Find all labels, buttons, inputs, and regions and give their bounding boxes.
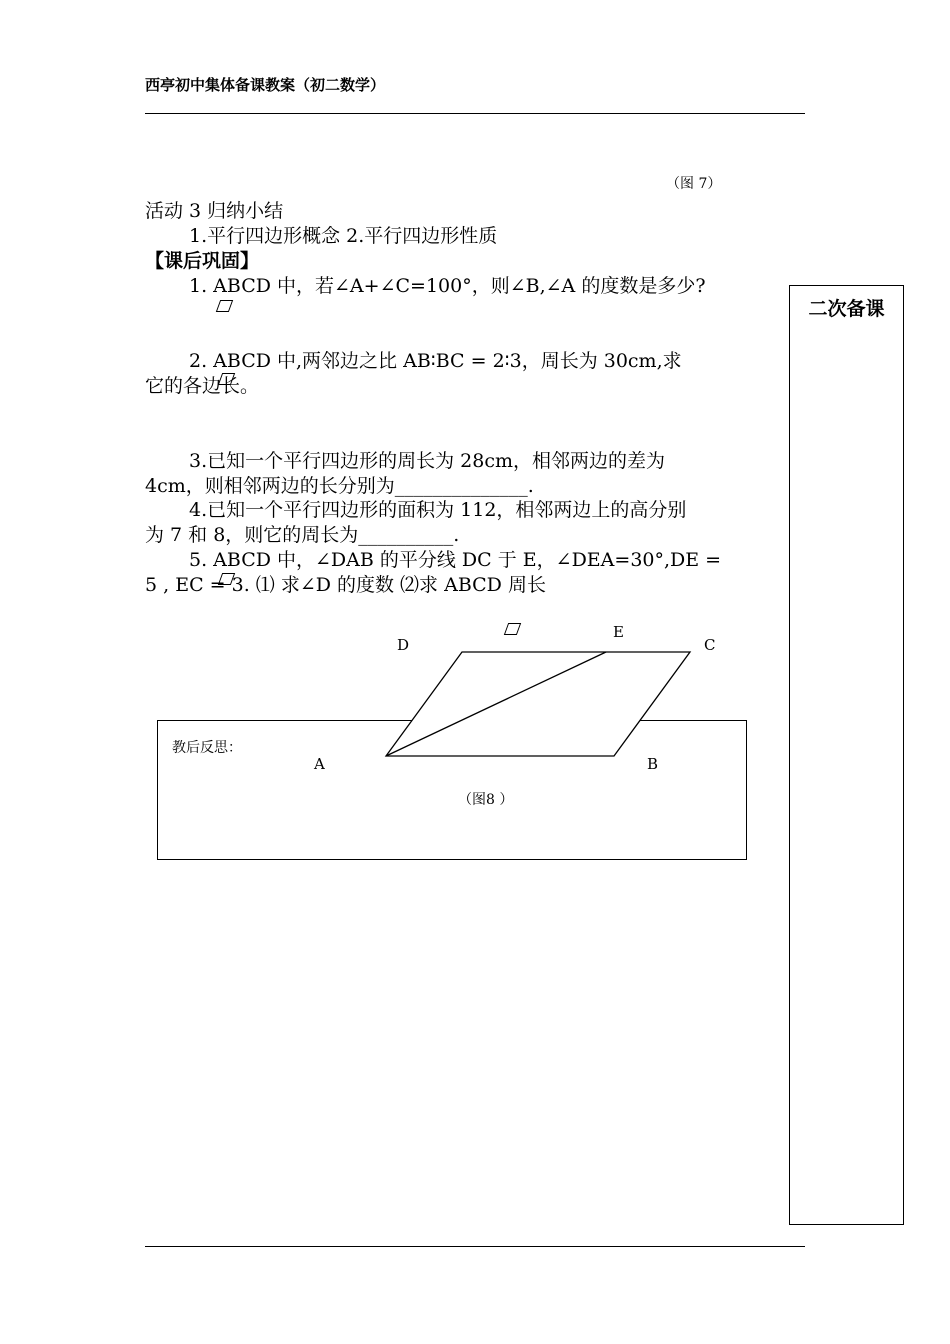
question-5-line1: 5. ABCD 中，∠DAB 的平分线 DC 于 E，∠DEA=30°,DE =: [189, 549, 722, 571]
question-4-line2: 为 7 和 8，则它的周长为__________.: [145, 524, 460, 546]
parallelogram-abcd: [386, 652, 690, 756]
footer-divider: [145, 1246, 805, 1247]
header-title: 西亭初中集体备课教案（初二数学）: [145, 76, 386, 94]
question-4-line1: 4.已知一个平行四边形的面积为 112，相邻两边上的高分别: [189, 499, 687, 521]
question-2-line1: 2. ABCD 中,两邻边之比 AB∶BC = 2∶3，周长为 30cm,求: [189, 350, 682, 372]
activity3-title: 活动 3 归纳小结: [145, 200, 284, 222]
point-label-a: A: [314, 755, 325, 773]
point-label-e: E: [613, 623, 624, 641]
point-label-c: C: [704, 636, 716, 654]
activity3-items: 1.平行四边形概念 2.平行四边形性质: [189, 225, 498, 247]
second-prep-label: 二次备课: [808, 298, 885, 320]
reflection-label: 教后反思：: [172, 740, 242, 756]
point-label-d: D: [397, 636, 410, 654]
question-3-line2: 4cm，则相邻两边的长分别为______________.: [145, 475, 534, 497]
question-3-line1: 3.已知一个平行四边形的周长为 28cm，相邻两边的差为: [189, 450, 666, 472]
question-2-line2: 它的各边长。: [145, 375, 260, 397]
figure8-caption: （图8 ）: [458, 792, 514, 808]
question-1: 1. ABCD 中，若∠A+∠C=100°，则∠B,∠A 的度数是多少?: [189, 275, 706, 297]
question-5-line2: 5 , EC = 3. ⑴ 求∠D 的度数 ⑵求 ABCD 周长: [145, 574, 546, 596]
point-label-b: B: [647, 755, 659, 773]
consolidation-heading: 【课后巩固】: [145, 250, 260, 272]
figure7-caption: （图 7）: [666, 176, 722, 192]
